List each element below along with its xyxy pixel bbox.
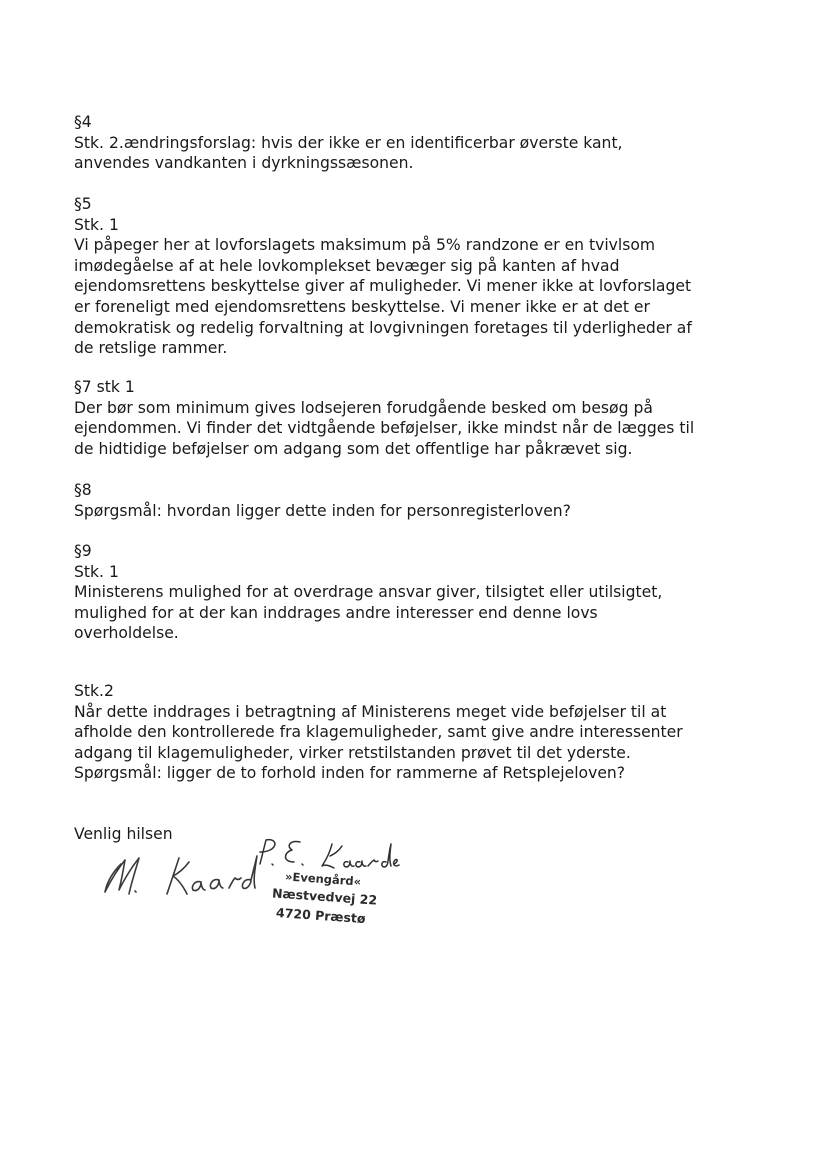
text-line: demokratisk og redelig forvaltning at lovgivningen foretages til yderligheder af — [74, 318, 692, 337]
text-line: Når dette inddrages i betragtning af Ministerens meget vide beføjelser til at — [74, 702, 667, 721]
text-line: Stk. 1 — [74, 215, 119, 234]
section-heading: §8 — [74, 481, 92, 499]
text-line: Stk. 1 — [74, 562, 119, 581]
section-5 — [74, 194, 774, 359]
section-heading: Stk.2 — [74, 682, 114, 700]
section-7 — [74, 377, 774, 459]
section-9 — [74, 541, 774, 644]
text-line: Stk. 2.ændringsforslag: hvis der ikke er en identificerbar øverste kant, — [74, 133, 623, 152]
section-heading: §9 — [74, 542, 92, 560]
address-stamp-street — [272, 885, 378, 907]
closing-text: Venlig hilsen — [74, 825, 173, 843]
text-line: anvendes vandkanten i dyrkningssæsonen. — [74, 154, 414, 173]
section-heading: §4 — [74, 113, 92, 131]
text-line: afholde den kontrollerede fra klagemuligheder, samt give andre interessenter — [74, 723, 683, 742]
section-9-stk-2 — [74, 681, 774, 784]
text-line: er foreneligt med ejendomsrettens beskyttelse. Vi mener ikke er at det er — [74, 297, 650, 316]
text-line: Ministerens mulighed for at overdrage ansvar giver, tilsigtet eller utilsigtet, — [74, 583, 663, 602]
text-line: ejendomsrettens beskyttelse giver af muligheder. Vi mener ikke at lovforslaget — [74, 277, 692, 296]
text-line: Spørgsmål: hvordan ligger dette inden for personregisterloven? — [74, 501, 571, 520]
text-line: mulighed for at der kan inddrages andre interesser end denne lovs — [74, 603, 598, 622]
text-line: Vi påpeger her at lovforslagets maksimum på 5% randzone er en tvivlsom — [74, 236, 656, 255]
text-line: overholdelse. — [74, 624, 179, 643]
section-heading: §7 stk 1 — [74, 378, 135, 396]
text-line: Spørgsmål: ligger de to forhold inden for rammerne af Retsplejeloven? — [74, 764, 626, 783]
text-line: adgang til klagemuligheder, virker retstilstanden prøvet til det yderste. — [74, 743, 631, 762]
section-4 — [74, 112, 774, 174]
text-line: imødegåelse af at hele lovkomplekset bevæger sig på kanten af hvad — [74, 256, 620, 275]
stamp-city: 4720 Præstø — [275, 904, 366, 927]
text-line: de retslige rammer. — [74, 339, 228, 358]
text-line: de hidtidige beføjelser om adgang som det offentlige har påkrævet sig. — [74, 439, 633, 458]
stamp-street: Næstvedvej 22 — [271, 885, 378, 908]
address-stamp-city — [276, 905, 366, 926]
text-line: ejendommen. Vi finder det vidtgående beføjelser, ikke mindst når de lægges til — [74, 419, 695, 438]
stamp-name: »Evengård« — [284, 869, 362, 889]
section-8 — [74, 480, 774, 521]
section-heading: §5 — [74, 195, 92, 213]
text-line: Der bør som minimum gives lodsejeren forudgående besked om besøg på — [74, 398, 653, 417]
